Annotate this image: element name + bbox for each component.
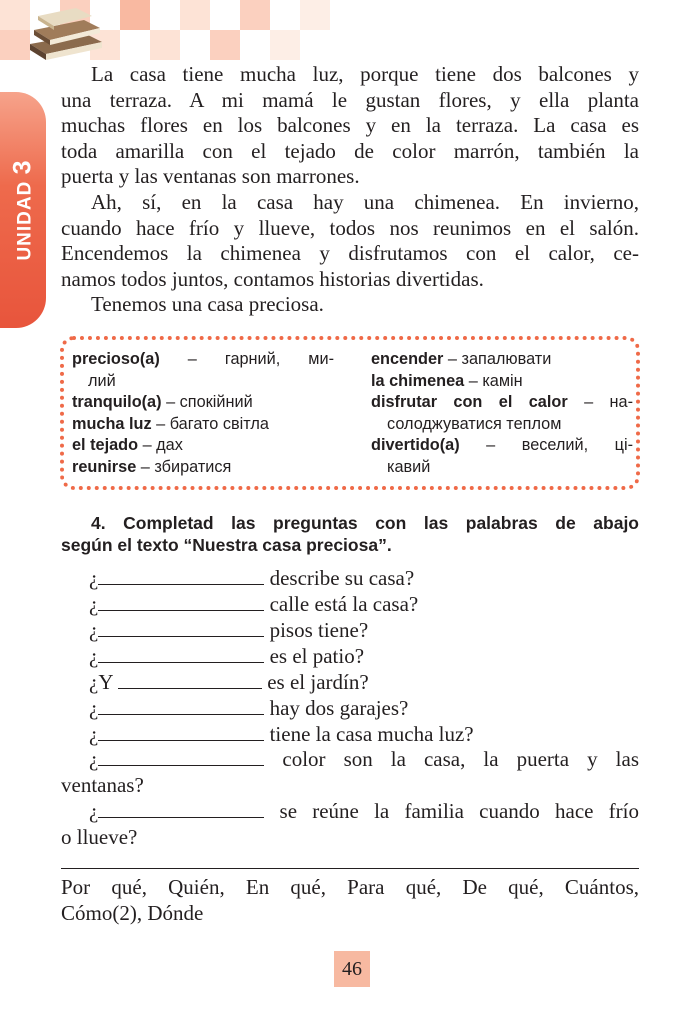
- answer-blank[interactable]: [98, 747, 264, 766]
- vocab-entry: encender – запалювати: [371, 350, 552, 368]
- books-icon: [26, 4, 106, 62]
- question-7: ¿ tiene la casa mucha luz?: [89, 722, 474, 746]
- page-number: 46: [334, 951, 370, 987]
- reading-paragraph-1: La casa tiene mucha luz, porque tiene dos balcones y una terraza. A mi mamá le gustan flores, y ella planta muchas flores en los balcones y en la terraza. La casa es toda amarilla con el tejado de color marrón, también la puerta y las ventanas son marrones.: [61, 62, 639, 188]
- vocabulary-column-right: [371, 349, 633, 478]
- question-5: ¿Y es el jardín?: [89, 670, 369, 694]
- question-2: ¿ calle está la casa?: [89, 592, 419, 616]
- vocab-entry: divertido(a) – веселий, ці-: [371, 436, 633, 454]
- vocab-entry: reunirse – збиратися: [72, 457, 232, 476]
- divider: [61, 868, 639, 869]
- answer-blank[interactable]: [98, 644, 264, 663]
- question-3: ¿ pisos tiene?: [89, 618, 369, 642]
- answer-blank[interactable]: [98, 566, 264, 585]
- question-8: ¿ color son la casa, la puerta y las ventanas?: [61, 747, 639, 797]
- answer-blank[interactable]: [98, 618, 264, 637]
- reading-paragraph-3: Tenemos una casa preciosa.: [91, 292, 324, 316]
- answer-blank[interactable]: [118, 670, 262, 689]
- vocab-entry: precioso(a) – гарний, ми-: [72, 350, 334, 368]
- vocab-entry: el tejado – дах: [72, 436, 183, 454]
- answer-blank[interactable]: [98, 696, 264, 715]
- vocabulary-column-left: [72, 349, 334, 478]
- answer-blank[interactable]: [98, 722, 264, 741]
- vocab-entry: mucha luz – багато світла: [72, 414, 269, 433]
- answer-word-bank: Por qué, Quién, En qué, Para qué, De qué, Cuántos, Cómo(2), Dónde: [61, 875, 639, 925]
- answer-blank[interactable]: [98, 592, 264, 611]
- question-4: ¿ es el patio?: [89, 644, 365, 668]
- question-1: ¿ describe su casa?: [89, 566, 415, 590]
- vocab-entry: disfrutar con el calor – на-: [371, 393, 633, 411]
- unit-tab-label: UNIDAD 3: [8, 159, 37, 261]
- vocab-entry: tranquilo(a) – спокійний: [72, 393, 253, 411]
- answer-blank[interactable]: [98, 799, 264, 818]
- vocabulary-box: [60, 336, 640, 490]
- vocab-entry-continuation: солоджуватися теплом: [387, 414, 562, 433]
- question-6: ¿ hay dos garajes?: [89, 696, 409, 720]
- vocab-entry-continuation: кавий: [387, 457, 431, 476]
- question-9: ¿ se reúne la familia cuando hace frío o llueve?: [61, 799, 639, 849]
- exercise-instruction: 4. Completad las preguntas con las palabras de abajo según el texto “Nuestra casa preciosa”.: [61, 513, 639, 555]
- vocab-entry: la chimenea – камін: [371, 371, 523, 390]
- vocab-entry-continuation: лий: [88, 371, 116, 390]
- reading-paragraph-2: Ah, sí, en la casa hay una chimenea. En invierno, cuando hace frío y llueve, todos nos reunimos en el salón. Encendemos la chimenea y disfrutamos con el calor, ce- namos todos juntos, contamos historias divertidas.: [61, 190, 639, 291]
